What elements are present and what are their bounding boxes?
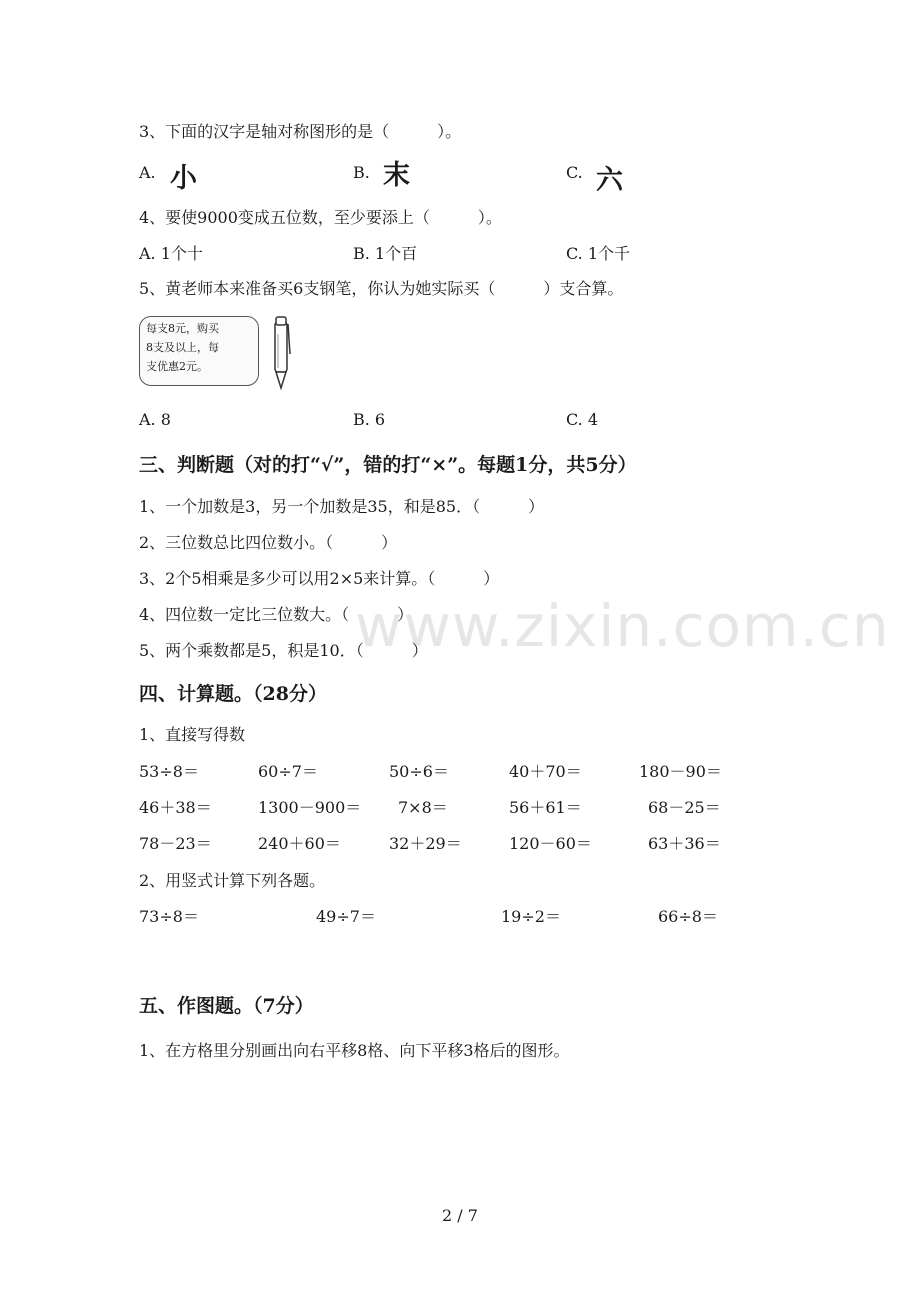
calc-item: 240＋60＝ <box>258 834 341 853</box>
q4-option-b: B. 1个百 <box>353 244 418 263</box>
bubble-line-1: 每支8元，购买 <box>146 322 219 335</box>
q3-option-c-letter: C. <box>566 163 583 182</box>
q4-option-c: C. 1个千 <box>566 244 631 263</box>
q5-option-a: A. 8 <box>139 410 171 429</box>
vertical-calc-item: 49÷7＝ <box>316 907 376 926</box>
calc-item: 63＋36＝ <box>648 834 721 853</box>
calc-item: 56＋61＝ <box>509 798 582 817</box>
vertical-calc-item: 73÷8＝ <box>139 907 199 926</box>
drawing-item-1: 1、在方格里分别画出向右平移8格、向下平移3格后的图形。 <box>139 1041 570 1060</box>
section-4-heading: 四、计算题。（28分） <box>139 683 327 705</box>
vertical-calc-item: 66÷8＝ <box>658 907 718 926</box>
q5-option-c: C. 4 <box>566 410 599 429</box>
q3-option-b-letter: B. <box>353 163 370 182</box>
question-4: 4、要使9000变成五位数，至少要添上（ ）。 <box>139 208 502 227</box>
calc-item: 7×8＝ <box>398 798 448 817</box>
calc-item: 1300－900＝ <box>258 798 362 817</box>
question-3: 3、下面的汉字是轴对称图形的是（ ）。 <box>139 122 462 141</box>
calc-item: 46＋38＝ <box>139 798 212 817</box>
judge-item-1: 1、一个加数是3，另一个加数是35，和是85．（ ） <box>139 497 545 516</box>
calc-item: 40＋70＝ <box>509 762 582 781</box>
price-note-bubble <box>139 316 259 386</box>
calc-item: 53÷8＝ <box>139 762 199 781</box>
q5-option-b: B. 6 <box>353 410 386 429</box>
section-3-heading: 三、判断题（对的打“√”，错的打“×”。每题1分，共5分） <box>139 454 637 476</box>
bubble-line-2: 8支及以上，每 <box>146 341 219 354</box>
q3-option-b-char: 末 <box>383 160 410 191</box>
calc-item: 180－90＝ <box>639 762 722 781</box>
q4-option-a: A. 1个十 <box>139 244 203 263</box>
q3-option-c-char: 六 <box>596 165 623 196</box>
bubble-line-3: 支优惠2元。 <box>146 360 208 373</box>
calc-item: 60÷7＝ <box>258 762 318 781</box>
pen-icon <box>266 314 296 392</box>
watermark: www.zixin.com.cn <box>355 592 890 660</box>
calc-item: 120－60＝ <box>509 834 592 853</box>
judge-item-4: 4、四位数一定比三位数大。（ ） <box>139 605 414 624</box>
judge-item-3: 3、2个5相乘是多少可以用2×5来计算。（ ） <box>139 569 500 588</box>
calc-item: 50÷6＝ <box>389 762 449 781</box>
calc-sub-2: 2、用竖式计算下列各题。 <box>139 871 326 890</box>
calc-sub-1: 1、直接写得数 <box>139 725 246 744</box>
page-number: 2 / 7 <box>442 1206 478 1225</box>
vertical-calc-item: 19÷2＝ <box>501 907 561 926</box>
judge-item-5: 5、两个乘数都是5，积是10．（ ） <box>139 641 428 660</box>
judge-item-2: 2、三位数总比四位数小。（ ） <box>139 533 398 552</box>
calc-item: 32＋29＝ <box>389 834 462 853</box>
question-5: 5、黄老师本来准备买6支钢笔，你认为她实际买（ ）支合算。 <box>139 279 624 298</box>
section-5-heading: 五、作图题。（7分） <box>139 995 314 1017</box>
q3-option-a-letter: A. <box>139 163 156 182</box>
q3-option-a-char: 小 <box>170 163 197 194</box>
calc-item: 78－23＝ <box>139 834 212 853</box>
calc-item: 68－25＝ <box>648 798 721 817</box>
